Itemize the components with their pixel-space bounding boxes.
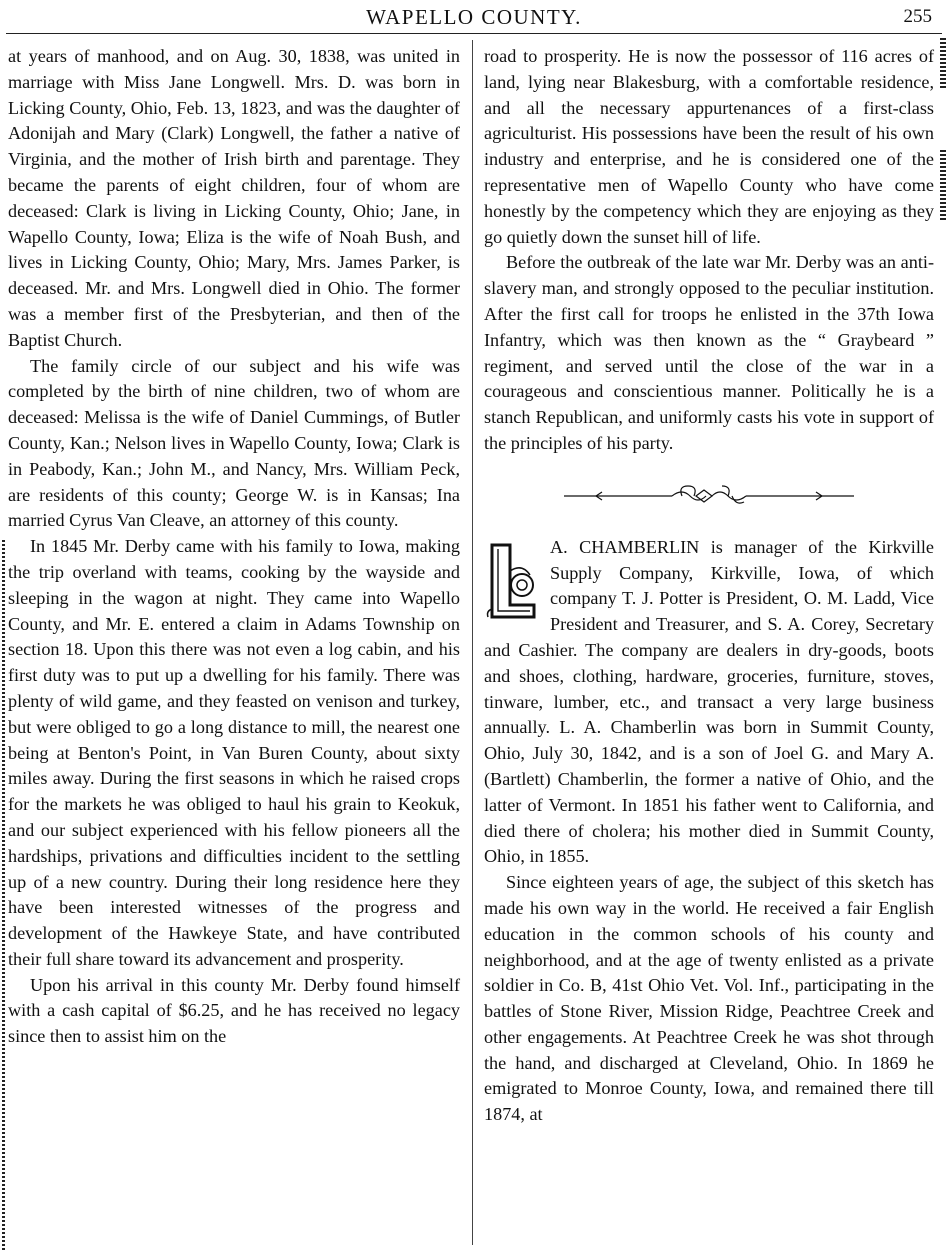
biography-opening: A. CHAMBERLIN is manager of the Kirkville Supply Company, Kirkville, Iowa, of which company T. J. Potter is President, O. M. Ladd, Vice President and Treasurer, and S. A. Corey, Secretary and Cashier. The company are dealers in dry-goods, boots and shoes, clothing, hardware, groceries, furniture, stoves, tinware, lumber, etc., and transact a very large business annually. L. A. Chamberlin was born in Summit County, Ohio, July 30, 1842, and is a son of Joel G. and Mary A. (Bartlett) Chamberlin, the former a native of Ohio, and the latter of Vermont. In 1851 his father went to California, and died there of cholera; his mother died in Summit County, Ohio, in 1855. [484,536,934,867]
right-column [484,44,934,1128]
paragraph: at years of manhood, and on Aug. 30, 1838, was united in marriage with Miss Jane Longwell. Mrs. D. was born in Licking County, Ohio, Feb. 13, 1823, and was the daughter of Adonijah and Mary (Clark) Longwell, the father a native of Virginia, and the mother of Irish birth and parentage. They became the parents of eight children, four of whom are deceased: Clark is living in Licking County, Ohio; Jane, in Wapello County, Iowa; Eliza is the wife of Noah Bush, and lives in Licking County, Ohio; Mary, Mrs. James Parker, is deceased. Mr. and Mrs. Longwell died in Ohio. The former was a member first of the Presbyterian, and then of the Baptist Church. [8,46,460,350]
running-head [0,4,948,30]
paragraph: Since eighteen years of age, the subject of this sketch has made his own way in the world. He received a fair English education in the common schools of his county and neighborhood, and at the age of twenty enlisted as a private soldier in Co. B, 41st Ohio Vet. Vol. Inf., participating in the battles of Stone River, Mission Ridge, Peachtree Creek and other engagements. At Peachtree Creek he was shot through the hand, and discharged at Cleveland, Ohio. In 1869 he emigrated to Monroe County, Iowa, and remained there till 1874, at [484,872,934,1125]
paragraph: road to prosperity. He is now the possessor of 116 acres of land, lying near Blakesburg, with a comfortable residence, and all the necessary appurtenances of a first-class agriculturist. His possessions have been the result of his own industry and enterprise, and he is considered one of the representative men of Wapello County who have come honestly by the competency which they are enjoying as they go quietly down the sunset hill of life. [484,46,934,247]
right-margin-edge-top [940,38,946,88]
section-divider [484,457,934,535]
left-margin-edge [2,540,5,1250]
paragraph: Before the outbreak of the late war Mr. Derby was an anti-slavery man, and strongly opposed to the peculiar institution. After the first call for troops he enlisted in the 37th Iowa Infantry, which was then known as the “ Graybeard ” regiment, and served until the close of the war in a courageous and conscientious manner. Politically he is a stanch Republican, and uniformly casts his vote in support of the principles of his party. [484,252,934,453]
paragraph: Upon his arrival in this county Mr. Derby found himself with a cash capital of $6.25, and he has received no legacy since then to assist him on the [8,974,460,1047]
decorated-initial-l [484,541,542,621]
running-title: WAPELLO COUNTY. [366,5,582,29]
header-rule [6,33,942,34]
page-number: 255 [903,6,932,27]
paragraph: The family circle of our subject and his wife was completed by the birth of nine children, two of whom are deceased: Melissa is the wife of Daniel Cummings, of Butler County, Kan.; Nelson lives in Wapello County, Iowa; Clark is in Peabody, Kan.; John M., and Nancy, Mrs. William Peck, are residents of this county; George W. is in Kansas; Ina married Cyrus Van Cleave, an attorney of this county. [8,355,460,531]
left-column [8,44,460,1050]
column-rule [472,40,473,1245]
biography-chamberlin [484,535,934,1128]
paragraph: In 1845 Mr. Derby came with his family to Iowa, making the trip overland with teams, cooking by the wayside and sleeping in the wagon at night. They came into Wapello County, and Mr. E. entered a claim in Adams Township on section 18. Upon this there was not even a log cabin, and his first duty was to put up a dwelling for his family. There was plenty of wild game, and they feasted on venison and turkey, but were obliged to go a long distance to mill, the nearest one being at Benton's Point, in Van Buren County, about sixty miles away. During the first seasons in which he raised crops for the markets he was obliged to haul his grain to Keokuk, and our subject experienced with his fellow pioneers all the hardships, privations and difficulties incident to the settling up of a new country. During their long residence here they have been interested witnesses of the progress and development of the Hawkeye State, and have contributed their full share toward its advancement and prosperity. [8,536,460,969]
right-margin-edge-middle [940,150,946,220]
flourish-divider-icon [560,481,860,511]
